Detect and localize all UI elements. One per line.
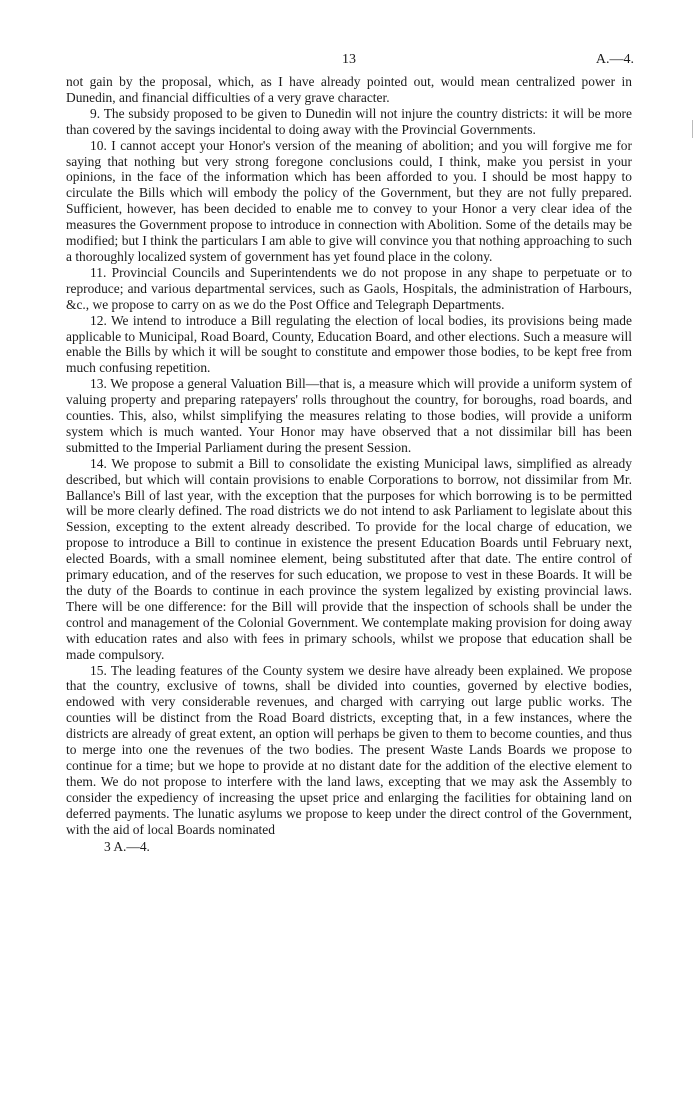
paragraph-10: 10. I cannot accept your Honor's version of the meaning of abolition; and you will forgive me for saying that nothing but very strong foregone conclusions could, I think, make you persist in your opinions, in the face of the information which has been afforded to you. I should be most happy to circulate the Bills which will embody the policy of the Government, but they are not fully prepared. Sufficient, however, has been decided to enable me to convey to your Honor a very clear idea of the measures the Government propose to introduce in connection with Abolition. Some of the details may be modified; but I think the particulars I am able to give will convince you that nothing approaching to such a thoroughly localized system of government has yet found place in the colony. <box>66 137 632 264</box>
signature-mark: 3 A.—4. <box>104 838 150 854</box>
paragraph-continuation: not gain by the proposal, which, as I have already pointed out, would mean centralized power in Dunedin, and financial difficulties of a very grave character. <box>66 74 632 105</box>
document-page <box>66 48 632 854</box>
paragraph-9: 9. The subsidy proposed to be given to Dunedin will not injure the country districts: it will be more than covered by the savings incidental to doing away with the Provincial Governments. <box>66 105 632 137</box>
paragraph-13: 13. We propose a general Valuation Bill—that is, a measure which will provide a uniform system of valuing property and preparing ratepayers' rolls throughout the country, for boroughs, road boards, and counties. This, also, whilst simplifying the measures relating to those bodies, will provide a uniform system which is much wanted. Your Honor may have observed that a not dissimilar bill has been submitted to the Imperial Parliament during the present Session. <box>66 376 632 455</box>
page-number: 13 <box>342 52 356 67</box>
paragraph-11: 11. Provincial Councils and Superintendents we do not propose in any shape to perpetuate or to reproduce; and various departmental services, such as Gaols, Hospitals, the administration of Harbours, &c., we propose to carry on as we do the Post Office and Telegraph Departments. <box>66 264 632 312</box>
paragraph-14: 14. We propose to submit a Bill to consolidate the existing Municipal laws, simplified as already described, but which will contain provisions to enable Corporations to borrow, not dissimilar from Mr. Ballance's Bill of last year, with the exception that the purposes for which borrowing is to be permitted will be more clearly defined. The road districts we do not intend to ask Parliament to legislate about this Session, excepting to the extent already described. To provide for the local charge of education, we propose to introduce a Bill to continue in existence the present Education Boards until February next, elected Boards, with a small nominee element, being substituted after that date. The entire control of primary education, and of the reserves for such education, we propose to vest in these Boards. It will be the duty of the Boards to continue in each province the system legalized by existing provincial laws. There will be one difference: for the Bill will provide that the inspection of schools shall be under the control and management of the Colonial Government. We contemplate making provision for doing away with education rates and also with fees in primary schools, whilst we propose that education shall be made compulsory. <box>66 455 632 662</box>
paragraph-12: 12. We intend to introduce a Bill regulating the election of local bodies, its provisions being made applicable to Municipal, Road Board, County, Education Board, and other elections. Such a measure will enable the Bills by which it will be sought to constitute and empower those bodies, to be kept free from much confusing repetition. <box>66 312 632 376</box>
page-edge-mark <box>692 120 696 138</box>
body-text <box>66 74 632 838</box>
paragraph-15: 15. The leading features of the County system we desire have already been explained. We propose that the country, exclusive of towns, shall be divided into counties, governed by elective bodies, endowed with very considerable revenues, and charged with carrying out large public works. The counties will be distinct from the Road Board districts, excepting that, in a few instances, where the districts are already of great extent, an option will perhaps be given to them to become counties, and thus to merge into one the revenues of the two bodies. The present Waste Lands Boards we propose to continue for a time; but we hope to provide at no distant date for the addition of the elective element to them. We do not propose to interfere with the land laws, excepting that we may ask the Assembly to consider the expediency of increasing the upset price and enlarging the facilities for obtaining land on deferred payments. The lunatic asylums we propose to keep under the direct control of the Government, with the aid of local Boards nominated <box>66 662 632 837</box>
page-header <box>66 48 632 74</box>
document-reference: A.—4. <box>595 52 634 67</box>
